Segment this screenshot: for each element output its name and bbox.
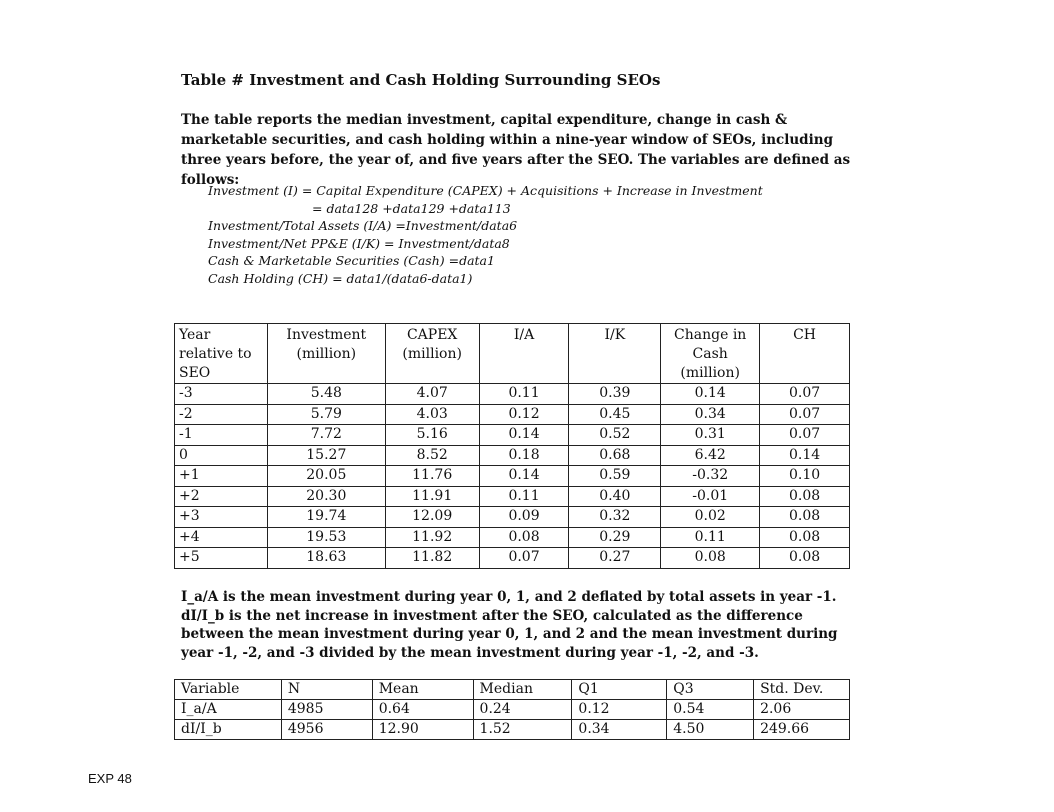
column-header: I/K [569,324,661,384]
table-cell: I_a/A [175,700,282,720]
intro-paragraph: The table reports the median investment, capital expenditure, change in cash & marketable securities, and cash holding within a nine-year window of SEOs, including three years before, the year of, and five years after the SEO. The variables are defined as follows: [181,112,851,188]
table-row [175,384,850,405]
table-cell: +5 [175,548,268,569]
note-line: I_a/A is the mean investment during year 0, 1, and 2 deflated by total assets in year -1. [181,589,837,605]
table-cell: 18.63 [267,548,385,569]
table-cell: 11.82 [385,548,479,569]
table-cell: 0.08 [760,527,850,548]
table-cell: 4.03 [385,404,479,425]
table-cell: 20.30 [267,486,385,507]
table-row [175,720,850,740]
table-cell: 0.08 [760,486,850,507]
table-cell: 15.27 [267,445,385,466]
table-cell: 0.11 [479,384,569,405]
table-cell: 1.52 [473,720,572,740]
table-header-row [175,324,850,384]
table-cell: 12.90 [372,720,473,740]
definition-line: Cash Holding (CH) = data1/(data6-data1) [208,270,473,286]
note-line: dI/I_b is the net increase in investment after the SEO, calculated as the difference between the mean investment during year 0, 1, and 2 and the mean investment during year -1, -2, and -3 divided by the mean investment during year -1, -2, and -3. [181,607,838,661]
table-cell: 0.08 [760,548,850,569]
table-cell: 0.27 [569,548,661,569]
table-cell: -0.01 [661,486,760,507]
slide-footer: EXP 48 [88,771,132,786]
column-header: N [281,680,372,700]
table-cell: +1 [175,466,268,487]
table-cell: 7.72 [267,425,385,446]
table-cell: 249.66 [754,720,850,740]
table-cell: 0.08 [760,507,850,528]
table-cell: 4985 [281,700,372,720]
table-cell: 2.06 [754,700,850,720]
table-row [175,425,850,446]
column-header: Variable [175,680,282,700]
table-cell: 0.11 [479,486,569,507]
table-cell: 0.10 [760,466,850,487]
summary-statistics-table [174,679,850,740]
table-cell: 0.07 [760,404,850,425]
table-cell: 4956 [281,720,372,740]
table-cell: 5.48 [267,384,385,405]
table-cell: 11.91 [385,486,479,507]
table-cell: 4.50 [667,720,754,740]
table-cell: 0.08 [661,548,760,569]
table-cell: 4.07 [385,384,479,405]
table-cell: 5.16 [385,425,479,446]
column-header: Year relative to SEO [175,324,268,384]
table-cell: 0.07 [760,384,850,405]
table-cell: 0.52 [569,425,661,446]
table-cell: 11.76 [385,466,479,487]
table-cell: 0.34 [661,404,760,425]
table-cell: 0.09 [479,507,569,528]
table-cell: 0.14 [479,425,569,446]
table-cell: 0.34 [572,720,667,740]
table-row [175,527,850,548]
table-cell: 0 [175,445,268,466]
definition-line: Cash & Marketable Securities (Cash) =data1 [208,253,495,269]
table-cell: 12.09 [385,507,479,528]
table-cell: 0.11 [661,527,760,548]
table-cell: 19.53 [267,527,385,548]
table-cell: 0.14 [479,466,569,487]
table-cell: 0.64 [372,700,473,720]
table-cell: 0.40 [569,486,661,507]
table-cell: 19.74 [267,507,385,528]
variable-definitions [208,182,763,288]
table-cell: 0.07 [760,425,850,446]
table-cell: -3 [175,384,268,405]
table-cell: 11.92 [385,527,479,548]
table-cell: 0.54 [667,700,754,720]
table-cell: 0.68 [569,445,661,466]
median-investment-table [174,323,850,569]
table-cell: -2 [175,404,268,425]
table-cell: 0.39 [569,384,661,405]
column-header: Median [473,680,572,700]
column-header: CH [760,324,850,384]
column-header: Std. Dev. [754,680,850,700]
table-cell: +3 [175,507,268,528]
table-cell: 5.79 [267,404,385,425]
table-cell: 0.45 [569,404,661,425]
table-cell: 0.12 [572,700,667,720]
column-header: Investment (million) [267,324,385,384]
table-cell: 0.32 [569,507,661,528]
definition-line: Investment/Total Assets (I/A) =Investment/data6 [208,218,518,234]
table-cell: 0.08 [479,527,569,548]
table-cell: -1 [175,425,268,446]
table-cell: 0.18 [479,445,569,466]
table-cell: 20.05 [267,466,385,487]
table-row [175,466,850,487]
table-row [175,700,850,720]
table-row [175,486,850,507]
notes [181,588,861,662]
column-header: Change in Cash (million) [661,324,760,384]
table-title: Table # Investment and Cash Holding Surrounding SEOs [181,71,661,89]
definition-line: Investment (I) = Capital Expenditure (CAPEX) + Acquisitions + Increase in Investment [208,183,763,198]
column-header: CAPEX (million) [385,324,479,384]
table-row [175,507,850,528]
column-header: Q3 [667,680,754,700]
table-row [175,404,850,425]
table-row [175,548,850,569]
table-cell: 0.12 [479,404,569,425]
table-cell: 0.31 [661,425,760,446]
column-header: I/A [479,324,569,384]
column-header: Q1 [572,680,667,700]
table-cell: +2 [175,486,268,507]
table-row [175,445,850,466]
column-header: Mean [372,680,473,700]
table-cell: +4 [175,527,268,548]
table-header-row [175,680,850,700]
table-cell: 8.52 [385,445,479,466]
definition-line: Investment/Net PP&E (I/K) = Investment/data8 [208,235,510,251]
table-cell: 0.07 [479,548,569,569]
table-cell: 0.29 [569,527,661,548]
definition-line: = data128 +data129 +data113 [312,200,511,216]
table-cell: dI/I_b [175,720,282,740]
table-cell: 0.14 [661,384,760,405]
table-cell: -0.32 [661,466,760,487]
table-cell: 0.59 [569,466,661,487]
table-cell: 0.02 [661,507,760,528]
table-cell: 0.24 [473,700,572,720]
table-cell: 6.42 [661,445,760,466]
table-cell: 0.14 [760,445,850,466]
